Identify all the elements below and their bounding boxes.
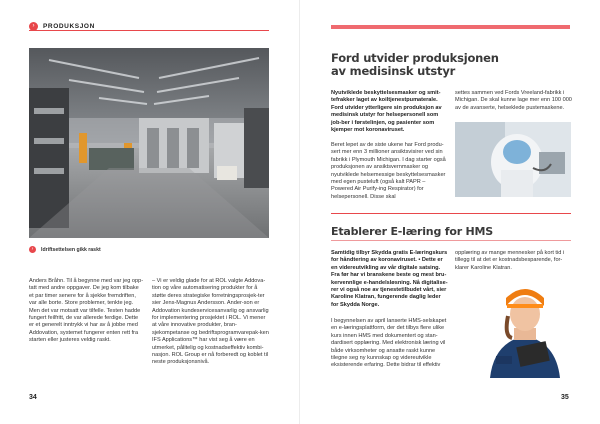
- section-arrow-icon: ›: [29, 22, 38, 31]
- hms-worker-photo: [478, 276, 572, 378]
- article1-headline-line2: av medisinsk utstyr: [331, 64, 456, 78]
- left-column-1: Anders Bråhn. Til å begynne med var jeg opp-tatt med andre oppgaver. De jeg kom tilbake et par timer senere for å sjekke fremdriften, var alle borte. Store problemer, tenkte jeg. Men det var motsatt var tilfelle. Testen hadde fungert feilfritt, de var allerede ferdige. Dette er et generelt inntrykk vi har av å jobbe med Addovation, systemet fungerer enten rett fra starten eller justeres veldig raskt.: [29, 278, 144, 344]
- factory-interior-illustration: [29, 48, 269, 238]
- respirator-worker-illustration: [455, 122, 571, 197]
- article1-right-column: settes sammen ved Fords Vreeland-fabrikk i Michigan. De skal kunne lage mer enn 100 000 av de avanserte, helseklede pustemaskene.: [455, 90, 572, 111]
- section-label: PRODUKSJON: [43, 23, 95, 30]
- ford-ppe-photo: [455, 122, 571, 197]
- section-rule: [29, 30, 269, 31]
- caption-text: Idriftsettelsen gikk raskt: [41, 246, 101, 253]
- factory-photo: [29, 48, 269, 238]
- top-accent-bar: [331, 25, 570, 29]
- article2-underline: [331, 240, 571, 241]
- left-column-2: – Vi er veldig glade for at ROL valgte Addova-tion og våre automatisering produkter for å støtte deres strategiske forretningsprosjek-ter sier Jens-Magnus Andersson. Ander-son er Addovation kundeservicesanvarlig og ansvarlig for implementering prosjektet i ROL. Vi mener at våre innovative produkter, bran-sjekompetanse og bedriftsprogramvarepak-ken IFS Applications™ har vist seg å være en utmerket, pålitelig og kostnadseffektiv kombi-nasjon. ROL Group er nå forberedt og koblet til neste produksjonsnivå.: [152, 278, 269, 366]
- article-divider: [331, 213, 571, 214]
- article2-headline: Etablerer E-læring for HMS: [331, 225, 494, 238]
- article1-body: Beret lepet av de siste ukene har Ford produ-sert mer enn 3 millioner ansiktsvisirer ved sin fabrikk i Plymouth Michigan. I dag starter også produksjonen av ansiktsvernmasker og nyutviklede helsemessige beskyttelsesmasker med egen pusteluft (også kalt PAPR – Powered Air Purify-ing Respirator) for helsepersonell. Disse skal: [331, 142, 446, 200]
- photo-caption: [29, 246, 101, 253]
- article1-headline: [331, 52, 571, 78]
- page-number-left: 34: [29, 394, 37, 401]
- worker-with-tablet-illustration: [478, 276, 572, 378]
- article1-lead: Nyutviklede beskyttelsesmasker og smit-tefrakker laget av koiltjenestpumaterale. Ford utvider ytterligere sin produksjon av medisinsk utstyr for helsepersonell som job-ber i førstelinjen, og pasienter som kjemper mot koronaviruset.: [331, 90, 442, 134]
- article2-right-column: opplæring av mange mennesker på kort tid i tillegg til at det er kostnadsbesparende, for-klarer Karoline Klatran.: [455, 250, 565, 271]
- page-number-right: 35: [561, 394, 569, 401]
- caption-arrow-icon: ›: [29, 246, 36, 253]
- article2-lead: Samtidig tilbyr Skydda gratis E-læringskurs for håndtering av koronaviruset. • Dette er en videreutvikling av vår digitale satsing. Fra før har vi branskene beste og mest bru-kervennlige e-handelsløsning. Nå digitalise-rer vi også noe av tjenestetilbudet vårt, sier Karoline Klatran, fungerende daglig leder for Skydda Norge.: [331, 250, 448, 308]
- article1-headline-line1: Ford utvider produksjonen: [331, 51, 499, 65]
- article2-body: I begynnelsen av april lanserte HMS-selskapet en e-læringsplattform, der det tilbys flere ulike kurs innen HMS med dokumentert og stan-dardisert opplæring. Med elektronisk læring vil både virksomheter og ansatte raskt kunne tilegne seg ny kunnskap og videreutvikle eksisterende erfaring. Dette bidrar til effektiv: [331, 318, 447, 369]
